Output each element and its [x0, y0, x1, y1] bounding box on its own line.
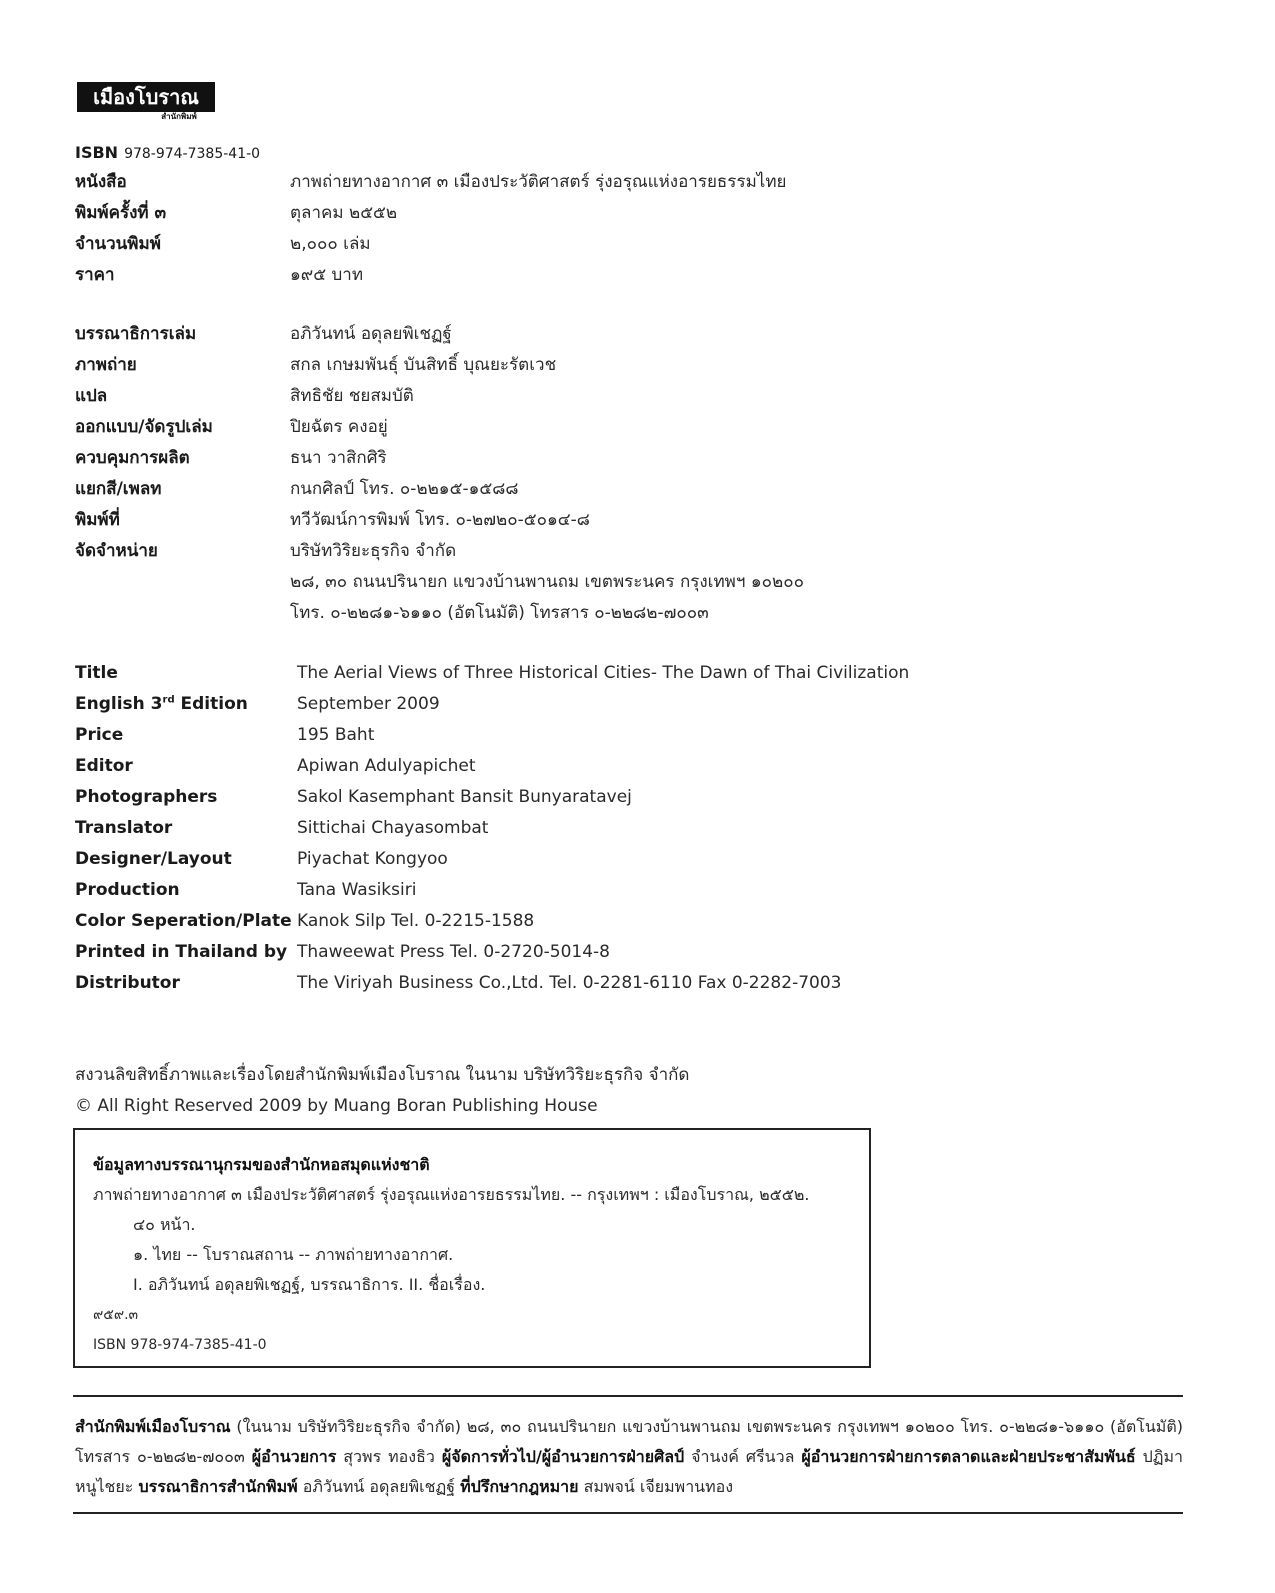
en-label: Color Seperation/Plate	[75, 910, 292, 931]
catalog-line: ภาพถ่ายทางอากาศ ๓ เมืองประวัติศาสตร์ รุ่งอรุณแห่งอารยธรรมไทย. -- กรุงเทพฯ : เมืองโบราณ, ๒๕๕๒.	[93, 1185, 810, 1204]
en-row	[75, 967, 909, 998]
en-label: Production	[75, 879, 180, 900]
rights-english: © All Right Reserved 2009 by Muang Boran Publishing House	[75, 1096, 598, 1116]
en-value: Sittichai Chayasombat	[297, 817, 489, 838]
footer-bold: สำนักพิมพ์เมืองโบราณ	[75, 1417, 231, 1436]
en-label: Price	[75, 724, 124, 745]
en-value: The Aerial Views of Three Historical Cities- The Dawn of Thai Civilization	[297, 662, 910, 683]
edition-pre: English 3	[75, 693, 163, 714]
footer-bold: ผู้จัดการทั่วไป/ผู้อำนวยการฝ่ายศิลป์	[441, 1447, 685, 1466]
isbn-top	[75, 143, 260, 162]
credit-row	[75, 411, 804, 442]
footer-text: จำนงค์ ศรีนวล	[684, 1447, 802, 1466]
publisher-footer	[75, 1412, 1183, 1502]
catalog-heading: ข้อมูลทางบรรณานุกรมของสำนักหอสมุดแห่งชาติ	[93, 1155, 430, 1174]
en-value: Thaweewat Press Tel. 0-2720-5014-8	[297, 941, 610, 962]
info-label: จำนวนพิมพ์	[75, 234, 161, 254]
catalog-line: ๔๐ หน้า.	[133, 1215, 196, 1234]
credit-label: แยกสี/เพลท	[75, 479, 162, 499]
en-label: Photographers	[75, 786, 218, 807]
credit-label: จัดจำหน่าย	[75, 541, 158, 561]
credit-row	[75, 380, 804, 411]
info-row	[75, 228, 787, 259]
rights-thai: สงวนลิขสิทธิ์ภาพและเรื่องโดยสำนักพิมพ์เมืองโบราณ ในนาม บริษัทวิริยะธุรกิจ จำกัด	[75, 1065, 690, 1085]
english-info	[75, 657, 909, 998]
footer-bold: ผู้อำนวยการ	[251, 1447, 337, 1466]
credit-row	[75, 442, 804, 473]
catalog-isbn: ISBN 978-974-7385-41-0	[93, 1337, 267, 1353]
info-row	[75, 259, 787, 290]
credit-value: ทวีวัฒน์การพิมพ์ โทร. ๐-๒๗๒๐-๕๐๑๔-๘	[290, 510, 590, 530]
en-row-edition	[75, 688, 909, 719]
en-label: Designer/Layout	[75, 848, 232, 869]
info-value: ๑๙๕ บาท	[290, 265, 364, 285]
footer-text: (ในนาม บริษัทวิริยะธุรกิจ จำกัด) ๒๘, ๓๐ ถนนปรินายก แขวงบ้านพานถม เขตพระนคร กรุงเทพฯ ๑๐๒๐๐ โทร. ๐-๒๒๘๑-๖๑๑๐ (อัตโนมัติ) โทรสาร ๐-๒๒๘๒-๗๐๐๓	[75, 1417, 1183, 1466]
credit-value: ๒๘, ๓๐ ถนนปรินายก แขวงบ้านพานถม เขตพระนคร กรุงเทพฯ ๑๐๒๐๐	[290, 572, 804, 592]
en-value: Apiwan Adulyapichet	[297, 755, 476, 776]
isbn-label: ISBN	[75, 143, 119, 162]
en-row	[75, 781, 909, 812]
en-row	[75, 905, 909, 936]
footer-text: อภิวันทน์ อดุลยพิเชฏฐ์	[297, 1477, 461, 1496]
credit-value: ธนา วาสิกศิริ	[290, 448, 387, 468]
en-value: Sakol Kasemphant Bansit Bunyaratavej	[297, 786, 632, 807]
muang-boran-logo	[75, 78, 217, 120]
catalog-classification: ๙๕๙.๓	[93, 1307, 139, 1323]
footer-text: ปฏิมา หนูไชยะ	[75, 1447, 1184, 1496]
credit-value: สกล เกษมพันธุ์ บันสิทธิ์ บุณยะรัตเวช	[290, 355, 557, 375]
edition-post: Edition	[174, 693, 248, 714]
footer-bold: ที่ปรึกษากฎหมาย	[460, 1477, 579, 1496]
info-label: พิมพ์ครั้งที่ ๓	[75, 203, 167, 223]
credit-label: ควบคุมการผลิต	[75, 448, 190, 468]
catalog-line: ๑. ไทย -- โบราณสถาน -- ภาพถ่ายทางอากาศ.	[133, 1245, 454, 1264]
en-value: The Viriyah Business Co.,Ltd. Tel. 0-2281-6110 Fax 0-2282-7003	[297, 972, 842, 993]
en-row	[75, 719, 909, 750]
info-value: ๒,๐๐๐ เล่ม	[290, 234, 371, 254]
isbn-value: 978-974-7385-41-0	[124, 146, 261, 162]
credit-row	[75, 473, 804, 504]
credit-label: พิมพ์ที่	[75, 510, 120, 530]
en-row	[75, 936, 909, 967]
credit-label: แปล	[75, 386, 108, 406]
info-value: ภาพถ่ายทางอากาศ ๓ เมืองประวัติศาสตร์ รุ่งอรุณแห่งอารยธรรมไทย	[290, 172, 787, 192]
en-row	[75, 812, 909, 843]
catalog-line: I. อภิวันทน์ อดุลยพิเชฏฐ์, บรรณาธิการ. II. ชื่อเรื่อง.	[133, 1275, 486, 1294]
en-row	[75, 843, 909, 874]
en-label: Distributor	[75, 972, 180, 993]
credit-label: บรรณาธิการเล่ม	[75, 324, 197, 344]
info-value: ตุลาคม ๒๕๕๒	[290, 203, 398, 223]
en-label-edition	[75, 694, 297, 714]
en-label: Editor	[75, 755, 133, 776]
credit-value: โทร. ๐-๒๒๘๑-๖๑๑๐ (อัตโนมัติ) โทรสาร ๐-๒๒๘๒-๗๐๐๓	[290, 603, 709, 623]
thai-book-info	[75, 166, 787, 290]
credit-value: กนกศิลป์ โทร. ๐-๒๒๑๕-๑๕๘๘	[290, 479, 519, 499]
en-label: Title	[75, 662, 118, 683]
en-row	[75, 750, 909, 781]
thai-credits	[75, 318, 804, 628]
info-row	[75, 197, 787, 228]
en-value: Tana Wasiksiri	[297, 879, 417, 900]
en-row-title	[75, 657, 909, 688]
footer-top-rule	[73, 1395, 1183, 1397]
credit-value: สิทธิชัย ชยสมบัติ	[290, 386, 414, 406]
credit-row	[75, 566, 804, 597]
credit-value: ปิยฉัตร คงอยู่	[290, 417, 388, 437]
credit-row	[75, 504, 804, 535]
logo-subtext: สำนักพิมพ์	[161, 112, 197, 120]
edition-sup: rd	[162, 693, 175, 705]
en-value: September 2009	[297, 693, 440, 714]
info-label: หนังสือ	[75, 172, 127, 192]
en-label: Printed in Thailand by	[75, 941, 288, 962]
en-value: Kanok Silp Tel. 0-2215-1588	[297, 910, 535, 931]
credit-row	[75, 597, 804, 628]
info-row	[75, 166, 787, 197]
credit-row	[75, 318, 804, 349]
credit-label: ภาพถ่าย	[75, 355, 137, 375]
credit-row	[75, 535, 804, 566]
footer-bottom-rule	[73, 1512, 1183, 1514]
credit-value: บริษัทวิริยะธุรกิจ จำกัด	[290, 541, 457, 561]
library-catalog-box	[73, 1128, 871, 1368]
credit-value: อภิวันทน์ อดุลยพิเชฏฐ์	[290, 324, 452, 344]
info-label: ราคา	[75, 265, 115, 285]
footer-text: สุวพร ทองธิว	[336, 1447, 442, 1466]
en-label: Translator	[75, 817, 173, 838]
footer-bold: ผู้อำนวยการฝ่ายการตลาดและฝ่ายประชาสัมพันธ์	[801, 1447, 1136, 1466]
en-value: 195 Baht	[297, 724, 375, 745]
logo-text: เมืองโบราณ	[93, 85, 199, 109]
en-row	[75, 874, 909, 905]
credit-label: ออกแบบ/จัดรูปเล่ม	[75, 417, 213, 437]
copyright-notice	[75, 1060, 689, 1122]
footer-bold: บรรณาธิการสำนักพิมพ์	[138, 1477, 298, 1496]
footer-text: สมพจน์ เจียมพานทอง	[578, 1477, 734, 1496]
en-value: Piyachat Kongyoo	[297, 848, 448, 869]
credit-row	[75, 349, 804, 380]
